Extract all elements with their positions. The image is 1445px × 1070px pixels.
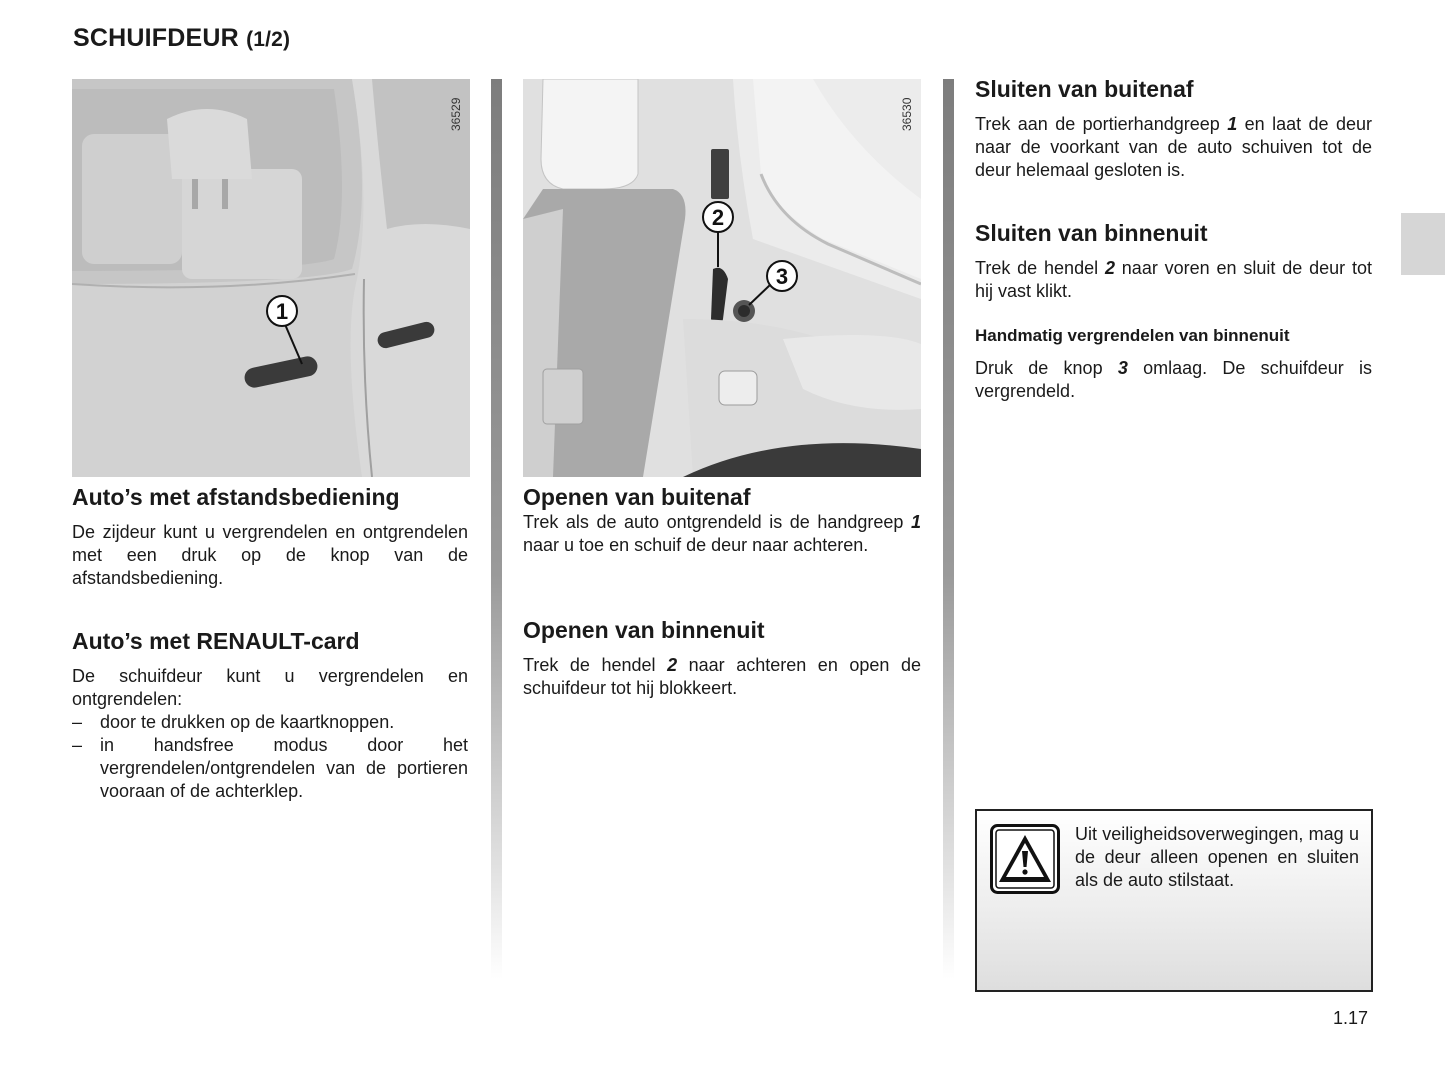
section-remote-control xyxy=(72,484,468,590)
reference-number: 1 xyxy=(1227,114,1238,134)
warning-triangle-icon xyxy=(990,824,1060,894)
text-run: naar u toe en schuif de deur naar achteren. xyxy=(523,535,869,555)
column-divider xyxy=(943,79,954,979)
section-heading: Auto’s met afstandsbediening xyxy=(72,484,400,510)
warning-box xyxy=(975,809,1373,992)
section-close-inside xyxy=(975,220,1372,303)
paragraph: De schuifdeur kunt u vergrendelen en ontgrendelen: xyxy=(72,666,468,709)
text-run: naar voren en sluit de deur tot hij vast klikt. xyxy=(975,258,1372,301)
page-number: 1.17 xyxy=(1333,1008,1369,1028)
list-item: – door te drukken op de kaartknoppen. xyxy=(72,711,468,734)
figure-side-door-interior xyxy=(523,79,921,477)
section-heading: Sluiten van binnenuit xyxy=(975,220,1208,246)
text-run: Trek de hendel xyxy=(975,258,1105,278)
figure-code: 36530 xyxy=(900,97,914,131)
text-run: Trek aan de portierhandgreep xyxy=(975,114,1228,134)
text-run: omlaag. De schuifdeur is vergrendeld. xyxy=(975,358,1372,401)
chapter-tab xyxy=(1401,213,1445,275)
reference-number: 1 xyxy=(910,512,921,532)
section-heading: Openen van binnenuit xyxy=(523,617,765,643)
section-heading: Auto’s met RENAULT-card xyxy=(72,628,360,654)
callout-3: 3 xyxy=(775,264,789,289)
section-manual-lock xyxy=(975,326,1372,403)
reference-number: 2 xyxy=(1104,258,1115,278)
page-title-text: SCHUIFDEUR xyxy=(73,24,239,52)
reference-number: 3 xyxy=(1117,358,1128,378)
page-title xyxy=(73,24,290,53)
callout-2: 2 xyxy=(711,205,725,230)
section-open-outside xyxy=(523,484,921,557)
text-run: naar achteren en open de schuifdeur tot hij blokkeert. xyxy=(523,655,921,698)
subsection-heading: Handmatig vergrendelen van binnenuit xyxy=(975,326,1290,345)
column-divider xyxy=(491,79,502,979)
section-renault-card xyxy=(72,628,468,803)
figure-side-door-exterior xyxy=(72,79,470,477)
door-interior-illustration xyxy=(523,79,921,477)
paragraph: De zijdeur kunt u vergrendelen en ontgrendelen met een druk op de knop van de afstandsbediening. xyxy=(72,522,468,588)
list-item: – in handsfree modus door het vergrendelen/ontgrendelen van de portieren vooraan of de achterklep. xyxy=(72,734,468,803)
text-run: Druk de knop xyxy=(975,358,1118,378)
paragraph xyxy=(523,511,921,557)
paragraph xyxy=(975,113,1372,182)
text-run: Trek de hendel xyxy=(523,655,668,675)
paragraph xyxy=(523,654,921,700)
section-heading: Openen van buitenaf xyxy=(523,484,751,510)
page-title-part: (1/2) xyxy=(246,28,291,51)
text-run: en laat de deur naar de voorkant van de auto schuiven tot de deur helemaal gesloten is. xyxy=(975,114,1372,180)
section-close-outside xyxy=(975,76,1372,182)
text-run: Trek als de auto ontgrendeld is de handgreep xyxy=(523,512,911,532)
warning-text: Uit veiligheidsoverwegingen, mag u de deur alleen openen en sluiten als de auto stilstaat. xyxy=(1075,824,1359,890)
figure-code: 36529 xyxy=(449,97,463,131)
callout-1: 1 xyxy=(275,299,289,324)
door-exterior-illustration xyxy=(72,79,470,477)
reference-number: 2 xyxy=(667,655,678,675)
section-heading: Sluiten van buitenaf xyxy=(975,76,1194,102)
bullet-list xyxy=(72,711,468,803)
paragraph xyxy=(975,257,1372,303)
paragraph xyxy=(975,357,1372,403)
section-open-inside xyxy=(523,617,921,700)
